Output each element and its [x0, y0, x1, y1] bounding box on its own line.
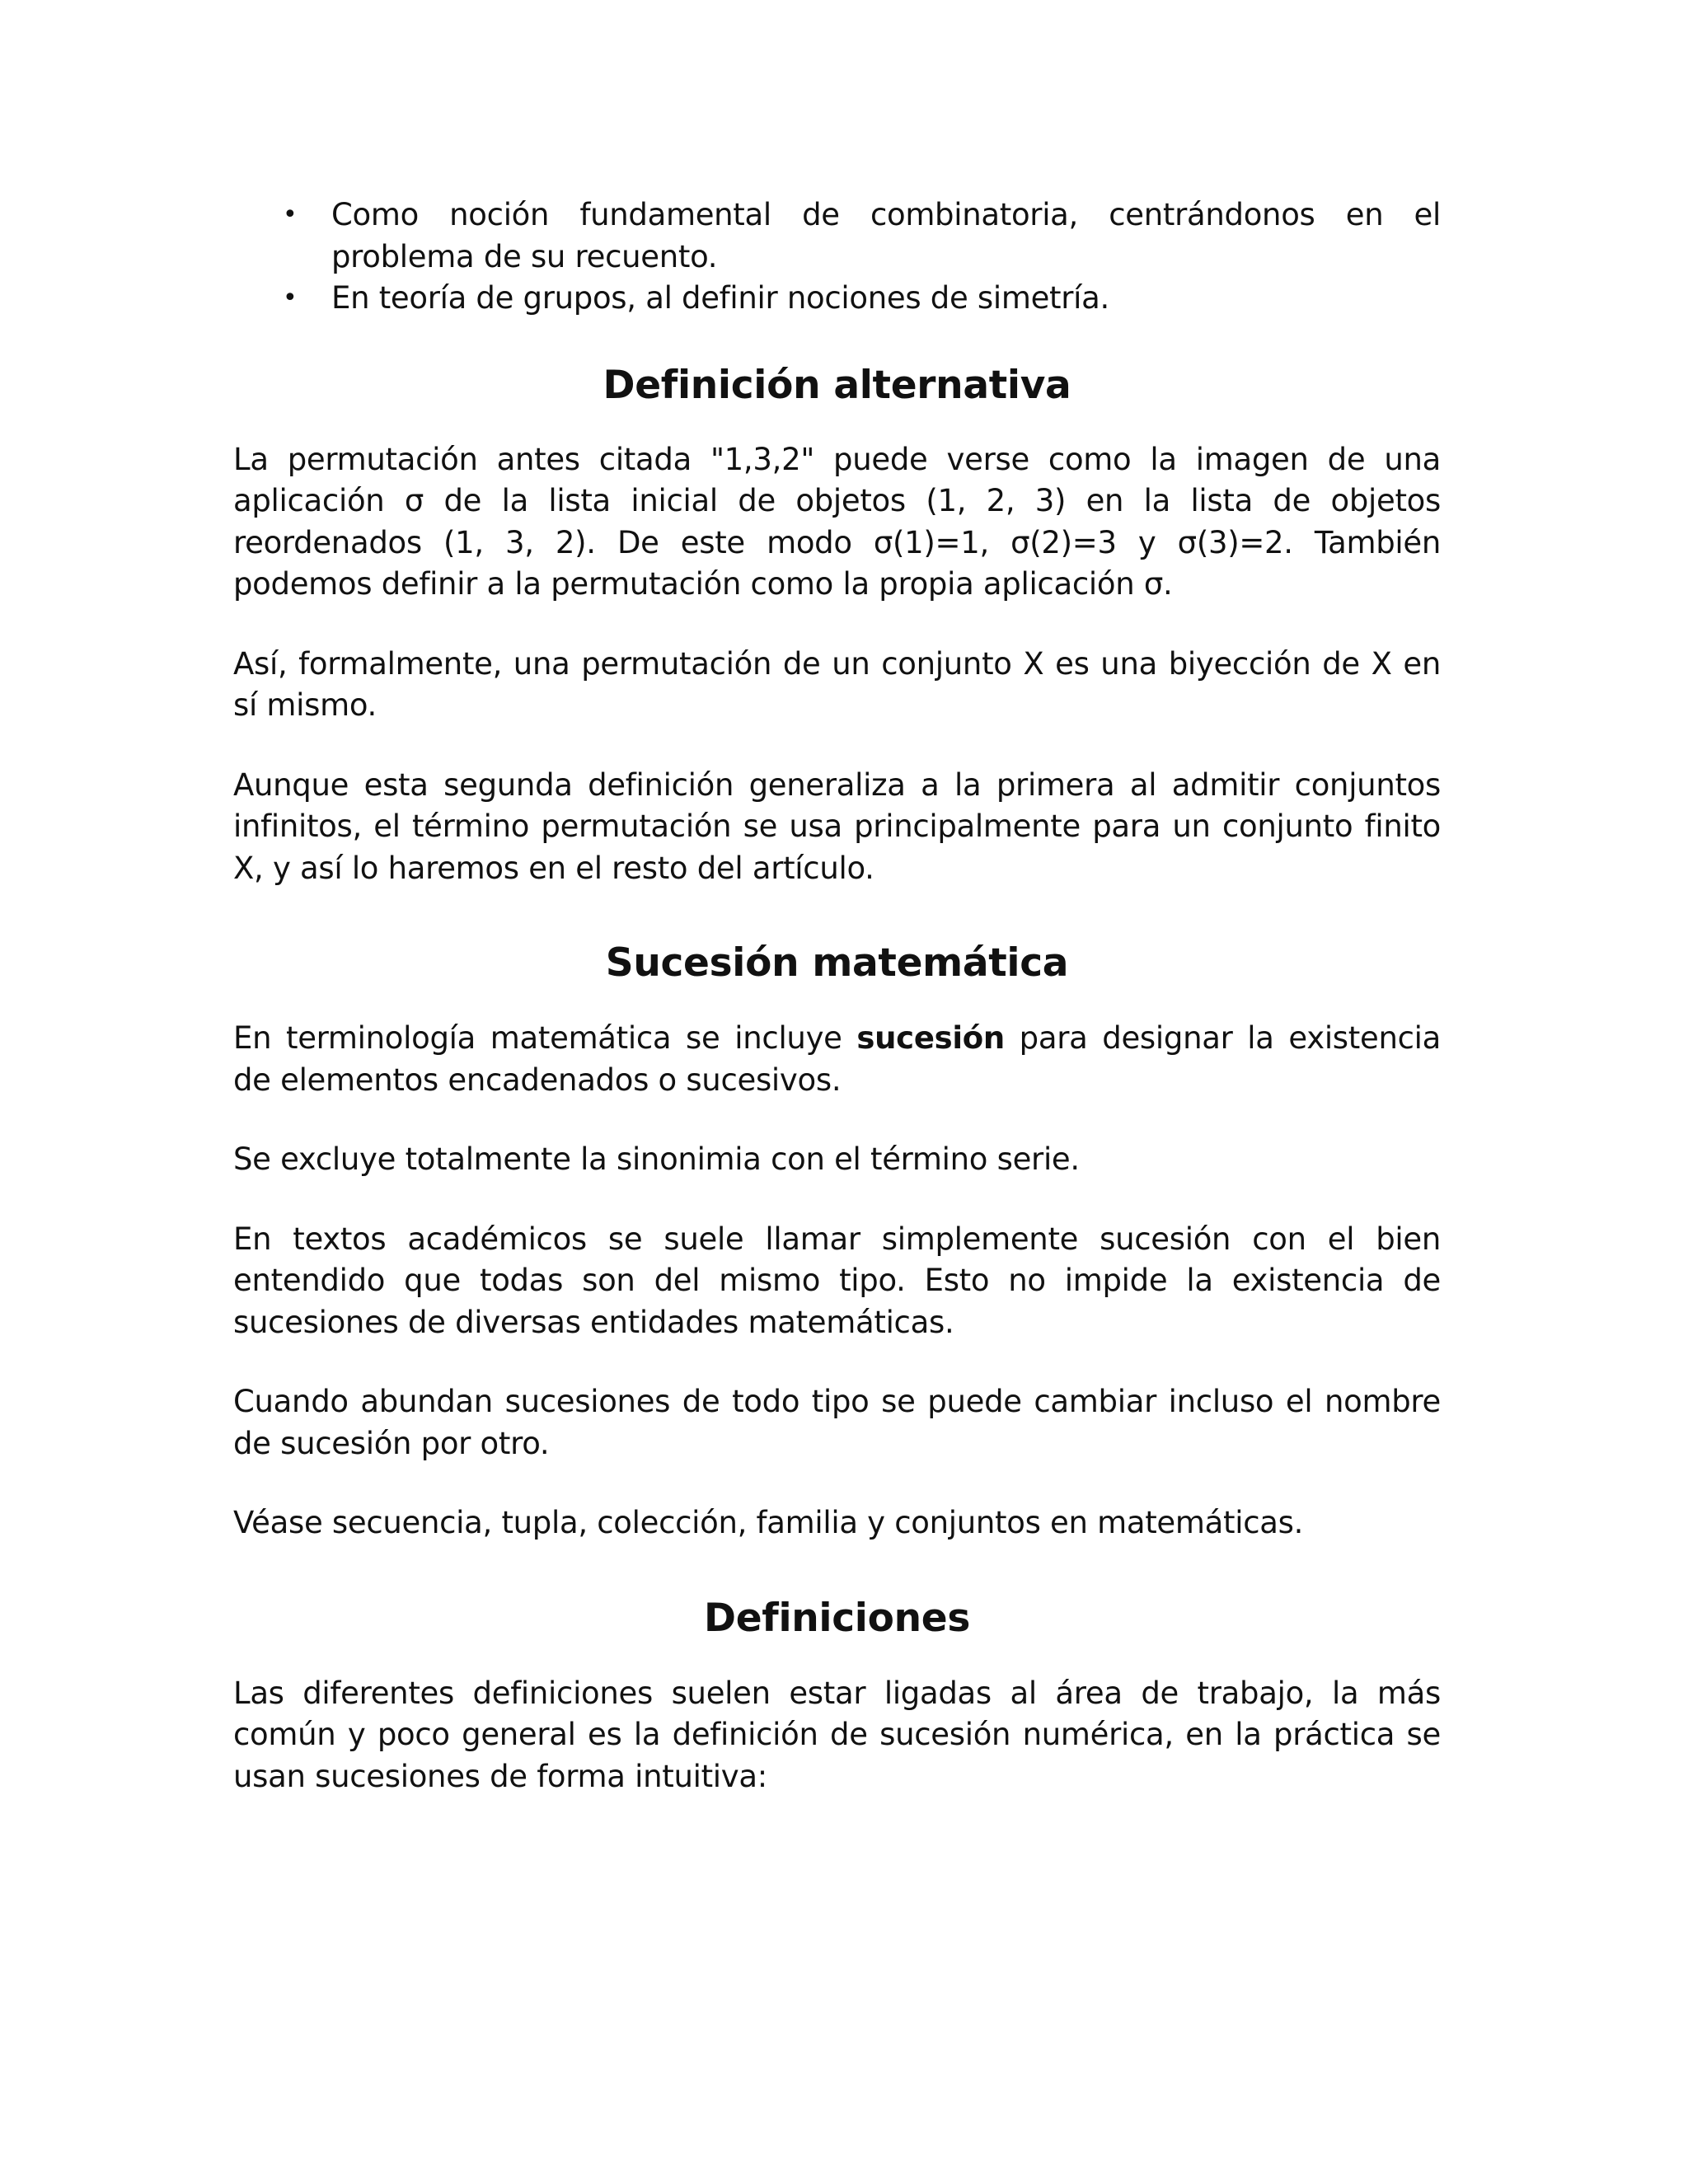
- document-page: [233, 194, 1441, 1797]
- paragraph: Así, formalmente, una permutación de un conjunto X es una biyección de X en sí mismo.: [233, 645, 1441, 723]
- bullet-icon: •: [283, 200, 298, 229]
- bullet-list: [233, 194, 1441, 320]
- bullet-icon: •: [283, 284, 298, 312]
- section-heading-alternative-definition: Definición alternativa: [603, 362, 1071, 408]
- paragraph-text: En terminología matemática se incluye: [233, 1020, 857, 1056]
- paragraph: Aunque esta segunda definición generaliza a la primera al admitir conjuntos infinitos, el término permutación se usa principalmente para un conjunto finito X, y así lo haremos en el resto del artículo.: [233, 766, 1441, 886]
- bullet-item: [233, 278, 1441, 320]
- bullet-text: En teoría de grupos, al definir nociones de simetría.: [331, 280, 1109, 316]
- paragraph: En textos académicos se suele llamar simplemente sucesión con el bien entendido que todas son del mismo tipo. Esto no impide la existencia de sucesiones de diversas entidades matemáticas.: [233, 1221, 1441, 1340]
- bold-term: sucesión: [856, 1020, 1005, 1056]
- paragraph: Las diferentes definiciones suelen estar ligadas al área de trabajo, la más común y poco general es la definición de sucesión numérica, en la práctica se usan sucesiones de forma intuitiva:: [233, 1675, 1441, 1794]
- bullet-text: Como noción fundamental de combinatoria, centrándonos en el problema de su recuento.: [331, 197, 1441, 274]
- paragraph: Se excluye totalmente la sinonimia con el término serie.: [233, 1141, 1080, 1177]
- paragraph: [233, 1018, 1441, 1101]
- section-heading-sequence: Sucesión matemática: [605, 940, 1069, 986]
- bullet-item: [233, 194, 1441, 278]
- paragraph: Cuando abundan sucesiones de todo tipo se puede cambiar incluso el nombre de sucesión por otro.: [233, 1384, 1441, 1461]
- paragraph-text: para designar la existencia de elementos encadenados o sucesivos.: [233, 1020, 1442, 1098]
- section-heading-definitions: Definiciones: [704, 1595, 970, 1641]
- paragraph: La permutación antes citada "1,3,2" puede verse como la imagen de una aplicación σ de la lista inicial de objetos (1, 2, 3) en la lista de objetos reordenados (1, 3, 2). De este modo σ(1)=1, σ(2)=3 y σ(3)=2. También podemos definir a la permutación como la propia aplicación σ.: [233, 441, 1441, 602]
- paragraph: Véase secuencia, tupla, colección, familia y conjuntos en matemáticas.: [233, 1505, 1304, 1540]
